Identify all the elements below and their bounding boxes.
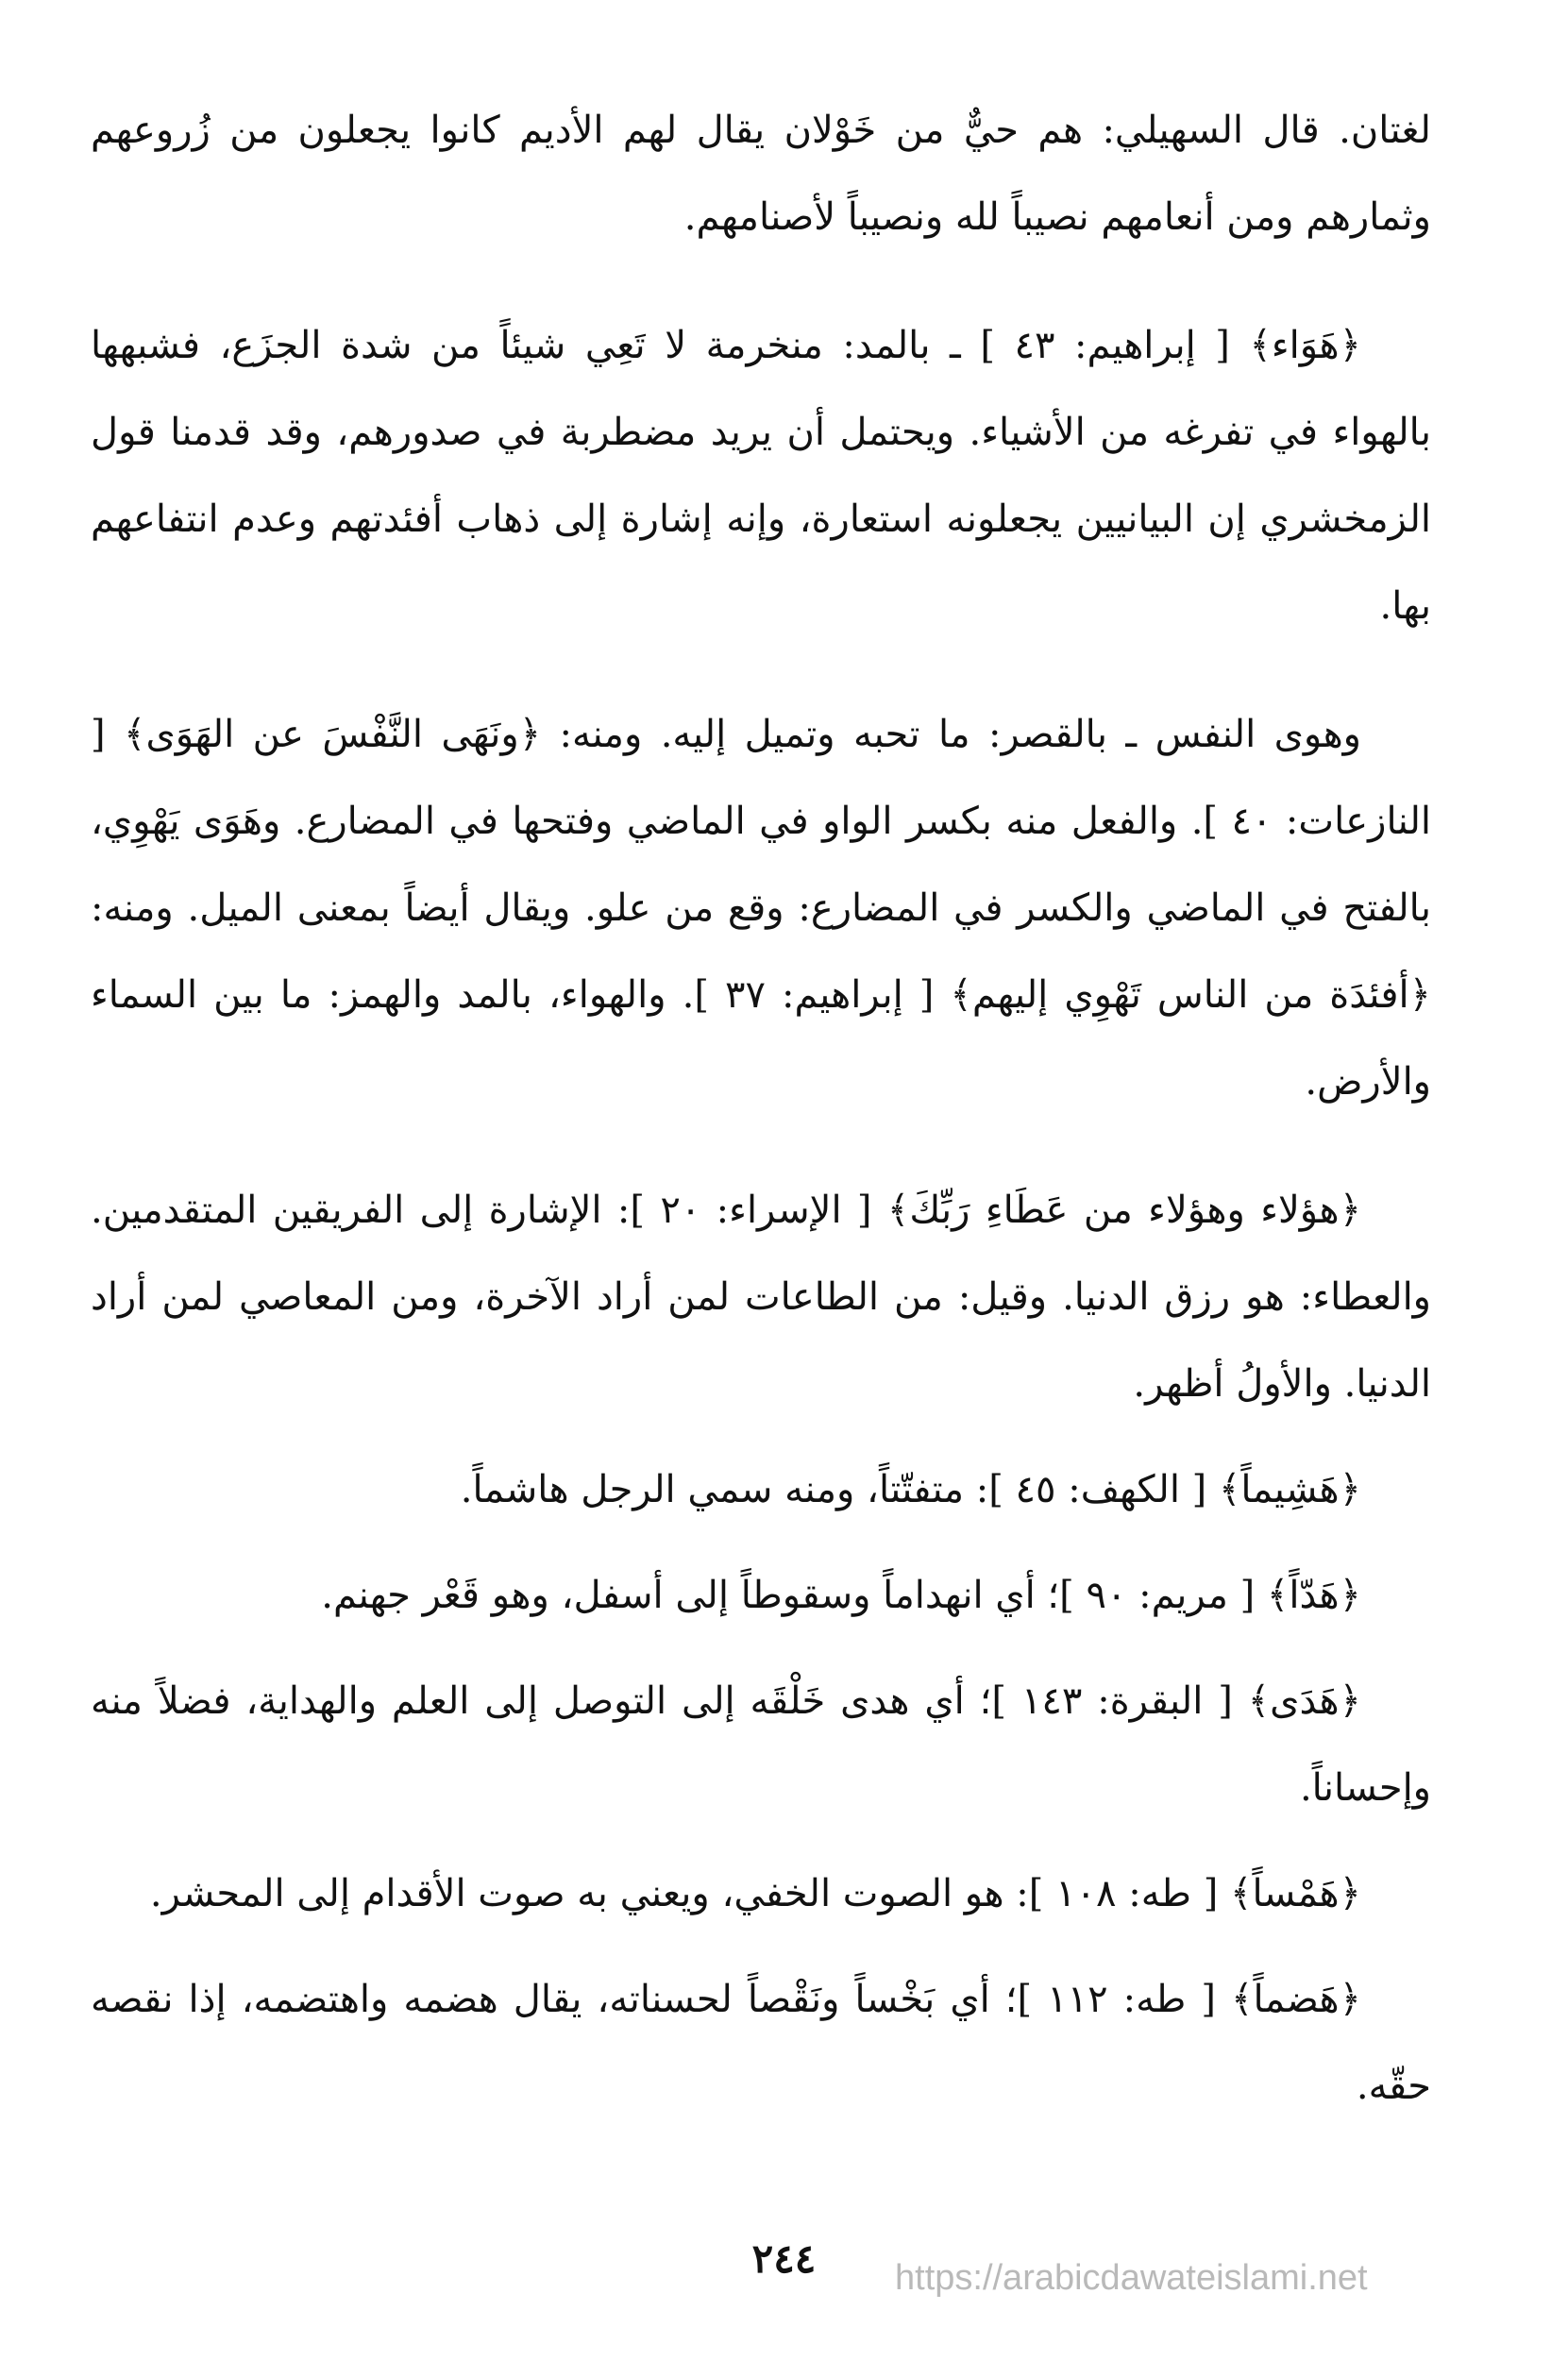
paragraph-hada: ﴿هَدَى﴾ [ البقرة: ١٤٣ ]؛ أي هدى خَلْقَه إلى التوصل إلى العلم والهداية، فضلاً منه وإحساناً. [91,1679,1431,1810]
paragraph-lughatan: لغتان. قال السهيلي: هم حيٌّ من خَوْلان يقال لهم الأديم كانوا يجعلون من زُروعهم وثمارهم ومن أنعامهم نصيباً لله ونصيباً لأصنامهم. [91,109,1431,239]
paragraph-hadman: ﴿هَضماً﴾ [ طه: ١١٢ ]؛ أي بَخْساً ونَقْصاً لحسناته، يقال هضمه واهتضمه، إذا نقصه حقّه. [91,1978,1431,2108]
paragraph-haddan: ﴿هَدّاً﴾ [ مريم: ٩٠ ]؛ أي انهداماً وسقوطاً إلى أسفل، وهو قَعْر جهنم. [321,1574,1361,1617]
paragraph-hashiman: ﴿هَشِيماً﴾ [ الكهف: ٤٥ ]: متفتّتاً، ومنه سمي الرجل هاشماً. [460,1468,1361,1511]
paragraph-hamsan: ﴿هَمْساً﴾ [ طه: ١٠٨ ]: هو الصوت الخفي، ويعني به صوت الأقدام إلى المحشر. [149,1872,1361,1915]
page-body [91,87,1431,2130]
page-number: ٢٤٤ [751,2235,817,2282]
watermark-url: https://arabicdawateislami.net [895,2258,1368,2298]
paragraph-haaulaa: ﴿هؤلاء وهؤلاء من عَطَاءِ رَبِّكَ﴾ [ الإسراء: ٢٠ ]: الإشارة إلى الفريقين المتقدمين. والعطاء: هو رزق الدنيا. وقيل: من الطاعات لمن أراد الآخرة، ومن المعاصي لمن أراد الدنيا. والأولُ أظهر. [91,1189,1431,1406]
paragraph-hawa-nafs: وهوى النفس ـ بالقصر: ما تحبه وتميل إليه. ومنه: ﴿ونَهَى النَّفْسَ عن الهَوَى﴾ [ النازعات: ٤٠ ]. والفعل منه بكسر الواو في الماضي وفتحها في المضارع. وهَوَى يَهْوِي، بالفتح في الماضي والكسر في المضارع: وقع من علو. ويقال أيضاً بمعنى الميل. ومنه: ﴿أفئدَة من الناس تَهْوِي إليهم﴾ [ إبراهيم: ٣٧ ]. والهواء، بالمد والهمز: ما بين السماء والأرض. [91,713,1431,1104]
paragraph-hawaa: ﴿هَوَاء﴾ [ إبراهيم: ٤٣ ] ـ بالمد: منخرمة لا تَعِي شيئاً من شدة الجزَع، فشبهها بالهواء في تفرغه من الأشياء. ويحتمل أن يريد مضطربة في صدورهم، وقد قدمنا قول الزمخشري إن البيانيين يجعلونه استعارة، وإنه إشارة إلى ذهاب أفئدتهم وعدم انتفاعهم بها. [91,324,1431,628]
